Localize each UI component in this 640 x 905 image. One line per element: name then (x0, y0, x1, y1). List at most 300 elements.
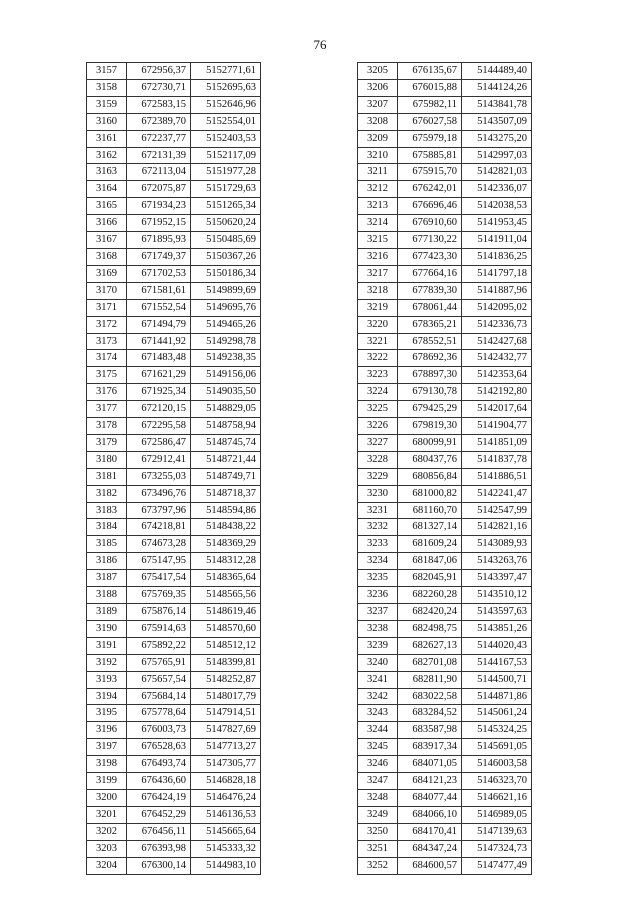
table-row (87, 367, 261, 384)
y-coordinate-cell: 5146621,16 (462, 789, 532, 806)
y-coordinate-cell: 5149238,35 (191, 350, 261, 367)
table-row (358, 553, 532, 570)
y-coordinate-cell: 5152771,61 (191, 63, 261, 80)
coordinates-table-right (357, 62, 532, 875)
y-coordinate-cell: 5145333,32 (191, 840, 261, 857)
y-coordinate-cell: 5148017,79 (191, 688, 261, 705)
table-row (87, 806, 261, 823)
y-coordinate-cell: 5142192,80 (462, 384, 532, 401)
point-number-cell: 3170 (87, 282, 127, 299)
x-coordinate-cell: 679425,29 (398, 401, 462, 418)
point-number-cell: 3221 (358, 333, 398, 350)
y-coordinate-cell: 5141904,77 (462, 418, 532, 435)
table-row (358, 671, 532, 688)
table-row (358, 857, 532, 874)
y-coordinate-cell: 5150186,34 (191, 265, 261, 282)
y-coordinate-cell: 5146828,18 (191, 773, 261, 790)
x-coordinate-cell: 675765,91 (127, 654, 191, 671)
table-row (358, 299, 532, 316)
point-number-cell: 3237 (358, 604, 398, 621)
y-coordinate-cell: 5145665,64 (191, 823, 261, 840)
y-coordinate-cell: 5143597,63 (462, 604, 532, 621)
point-number-cell: 3227 (358, 434, 398, 451)
table-row (87, 147, 261, 164)
x-coordinate-cell: 671483,48 (127, 350, 191, 367)
point-number-cell: 3185 (87, 536, 127, 553)
point-number-cell: 3198 (87, 756, 127, 773)
y-coordinate-cell: 5152403,53 (191, 130, 261, 147)
point-number-cell: 3165 (87, 198, 127, 215)
y-coordinate-cell: 5142353,64 (462, 367, 532, 384)
y-coordinate-cell: 5142427,68 (462, 333, 532, 350)
point-number-cell: 3231 (358, 502, 398, 519)
y-coordinate-cell: 5145061,24 (462, 705, 532, 722)
y-coordinate-cell: 5149035,50 (191, 384, 261, 401)
table-row (358, 367, 532, 384)
x-coordinate-cell: 671441,92 (127, 333, 191, 350)
table-row (358, 147, 532, 164)
y-coordinate-cell: 5142095,02 (462, 299, 532, 316)
point-number-cell: 3212 (358, 181, 398, 198)
point-number-cell: 3235 (358, 570, 398, 587)
point-number-cell: 3207 (358, 96, 398, 113)
x-coordinate-cell: 681327,14 (398, 519, 462, 536)
table-row (87, 705, 261, 722)
table-row (358, 63, 532, 80)
table-row (358, 604, 532, 621)
y-coordinate-cell: 5141851,09 (462, 434, 532, 451)
y-coordinate-cell: 5142336,73 (462, 316, 532, 333)
point-number-cell: 3192 (87, 654, 127, 671)
x-coordinate-cell: 682420,24 (398, 604, 462, 621)
point-number-cell: 3199 (87, 773, 127, 790)
x-coordinate-cell: 684071,05 (398, 756, 462, 773)
point-number-cell: 3208 (358, 113, 398, 130)
table-row (358, 620, 532, 637)
table-row (358, 96, 532, 113)
point-number-cell: 3233 (358, 536, 398, 553)
point-number-cell: 3216 (358, 248, 398, 265)
x-coordinate-cell: 671581,61 (127, 282, 191, 299)
table-row (87, 688, 261, 705)
table-row (87, 671, 261, 688)
point-number-cell: 3245 (358, 739, 398, 756)
table-row (87, 299, 261, 316)
x-coordinate-cell: 675979,18 (398, 130, 462, 147)
y-coordinate-cell: 5148594,86 (191, 502, 261, 519)
point-number-cell: 3241 (358, 671, 398, 688)
point-number-cell: 3160 (87, 113, 127, 130)
table-row (358, 468, 532, 485)
table-row (87, 198, 261, 215)
table-row (358, 401, 532, 418)
table-row (358, 333, 532, 350)
x-coordinate-cell: 671552,54 (127, 299, 191, 316)
point-number-cell: 3250 (358, 823, 398, 840)
point-number-cell: 3238 (358, 620, 398, 637)
x-coordinate-cell: 681160,70 (398, 502, 462, 519)
table-row (87, 316, 261, 333)
point-number-cell: 3166 (87, 215, 127, 232)
x-coordinate-cell: 681000,82 (398, 485, 462, 502)
y-coordinate-cell: 5149156,06 (191, 367, 261, 384)
x-coordinate-cell: 682627,13 (398, 637, 462, 654)
table-row (87, 232, 261, 249)
y-coordinate-cell: 5142336,07 (462, 181, 532, 198)
table-row (358, 113, 532, 130)
point-number-cell: 3239 (358, 637, 398, 654)
table-row (358, 198, 532, 215)
x-coordinate-cell: 684600,57 (398, 857, 462, 874)
table-row (87, 722, 261, 739)
y-coordinate-cell: 5143397,47 (462, 570, 532, 587)
point-number-cell: 3232 (358, 519, 398, 536)
x-coordinate-cell: 676456,11 (127, 823, 191, 840)
x-coordinate-cell: 677423,30 (398, 248, 462, 265)
y-coordinate-cell: 5141887,96 (462, 282, 532, 299)
x-coordinate-cell: 671749,37 (127, 248, 191, 265)
x-coordinate-cell: 681847,06 (398, 553, 462, 570)
table-row (358, 215, 532, 232)
point-number-cell: 3229 (358, 468, 398, 485)
x-coordinate-cell: 675892,22 (127, 637, 191, 654)
table-row (358, 418, 532, 435)
y-coordinate-cell: 5148438,22 (191, 519, 261, 536)
point-number-cell: 3246 (358, 756, 398, 773)
x-coordinate-cell: 677130,22 (398, 232, 462, 249)
x-coordinate-cell: 675778,64 (127, 705, 191, 722)
point-number-cell: 3223 (358, 367, 398, 384)
point-number-cell: 3219 (358, 299, 398, 316)
y-coordinate-cell: 5147477,49 (462, 857, 532, 874)
table-row (358, 519, 532, 536)
y-coordinate-cell: 5151977,28 (191, 164, 261, 181)
x-coordinate-cell: 676027,58 (398, 113, 462, 130)
table-row (87, 570, 261, 587)
y-coordinate-cell: 5144167,53 (462, 654, 532, 671)
table-row (87, 840, 261, 857)
point-number-cell: 3178 (87, 418, 127, 435)
point-number-cell: 3249 (358, 806, 398, 823)
x-coordinate-cell: 672912,41 (127, 451, 191, 468)
x-coordinate-cell: 683917,34 (398, 739, 462, 756)
x-coordinate-cell: 671925,34 (127, 384, 191, 401)
table-row (358, 536, 532, 553)
table-row (358, 130, 532, 147)
point-number-cell: 3164 (87, 181, 127, 198)
x-coordinate-cell: 676452,29 (127, 806, 191, 823)
x-coordinate-cell: 672730,71 (127, 79, 191, 96)
point-number-cell: 3173 (87, 333, 127, 350)
table-row (87, 823, 261, 840)
table-row (358, 587, 532, 604)
x-coordinate-cell: 671494,79 (127, 316, 191, 333)
x-coordinate-cell: 677839,30 (398, 282, 462, 299)
x-coordinate-cell: 674218,81 (127, 519, 191, 536)
x-coordinate-cell: 675914,63 (127, 620, 191, 637)
point-number-cell: 3226 (358, 418, 398, 435)
point-number-cell: 3189 (87, 604, 127, 621)
point-number-cell: 3174 (87, 350, 127, 367)
table-row (87, 604, 261, 621)
point-number-cell: 3184 (87, 519, 127, 536)
point-number-cell: 3182 (87, 485, 127, 502)
y-coordinate-cell: 5150620,24 (191, 215, 261, 232)
y-coordinate-cell: 5150485,69 (191, 232, 261, 249)
table-row (87, 248, 261, 265)
table-row (87, 756, 261, 773)
y-coordinate-cell: 5147827,69 (191, 722, 261, 739)
x-coordinate-cell: 679819,30 (398, 418, 462, 435)
x-coordinate-cell: 682811,90 (398, 671, 462, 688)
y-coordinate-cell: 5142547,99 (462, 502, 532, 519)
x-coordinate-cell: 683022,58 (398, 688, 462, 705)
y-coordinate-cell: 5142997,03 (462, 147, 532, 164)
table-row (358, 232, 532, 249)
y-coordinate-cell: 5148252,87 (191, 671, 261, 688)
x-coordinate-cell: 676696,46 (398, 198, 462, 215)
y-coordinate-cell: 5141797,18 (462, 265, 532, 282)
coordinates-table-left (86, 62, 261, 875)
y-coordinate-cell: 5148758,94 (191, 418, 261, 435)
table-row (358, 316, 532, 333)
point-number-cell: 3194 (87, 688, 127, 705)
y-coordinate-cell: 5147305,77 (191, 756, 261, 773)
point-number-cell: 3188 (87, 587, 127, 604)
y-coordinate-cell: 5148749,71 (191, 468, 261, 485)
y-coordinate-cell: 5144124,26 (462, 79, 532, 96)
point-number-cell: 3167 (87, 232, 127, 249)
y-coordinate-cell: 5143841,78 (462, 96, 532, 113)
y-coordinate-cell: 5143507,09 (462, 113, 532, 130)
table-row (87, 468, 261, 485)
x-coordinate-cell: 676493,74 (127, 756, 191, 773)
point-number-cell: 3228 (358, 451, 398, 468)
x-coordinate-cell: 675657,54 (127, 671, 191, 688)
y-coordinate-cell: 5148365,64 (191, 570, 261, 587)
point-number-cell: 3242 (358, 688, 398, 705)
table-row (87, 654, 261, 671)
table-row (358, 789, 532, 806)
table-row (87, 384, 261, 401)
x-coordinate-cell: 676015,88 (398, 79, 462, 96)
table-row (358, 637, 532, 654)
y-coordinate-cell: 5148745,74 (191, 434, 261, 451)
x-coordinate-cell: 676528,63 (127, 739, 191, 756)
point-number-cell: 3204 (87, 857, 127, 874)
table-row (358, 823, 532, 840)
y-coordinate-cell: 5146003,58 (462, 756, 532, 773)
y-coordinate-cell: 5147914,51 (191, 705, 261, 722)
x-coordinate-cell: 682701,08 (398, 654, 462, 671)
x-coordinate-cell: 672295,58 (127, 418, 191, 435)
y-coordinate-cell: 5144871,86 (462, 688, 532, 705)
y-coordinate-cell: 5142038,53 (462, 198, 532, 215)
point-number-cell: 3244 (358, 722, 398, 739)
point-number-cell: 3175 (87, 367, 127, 384)
table-row (87, 79, 261, 96)
table-row (358, 384, 532, 401)
point-number-cell: 3186 (87, 553, 127, 570)
point-number-cell: 3251 (358, 840, 398, 857)
table-row (358, 451, 532, 468)
table-row (87, 401, 261, 418)
point-number-cell: 3215 (358, 232, 398, 249)
y-coordinate-cell: 5147324,73 (462, 840, 532, 857)
point-number-cell: 3195 (87, 705, 127, 722)
table-row (87, 215, 261, 232)
table-row (87, 451, 261, 468)
point-number-cell: 3236 (358, 587, 398, 604)
y-coordinate-cell: 5143275,20 (462, 130, 532, 147)
x-coordinate-cell: 672120,15 (127, 401, 191, 418)
point-number-cell: 3161 (87, 130, 127, 147)
point-number-cell: 3234 (358, 553, 398, 570)
y-coordinate-cell: 5148718,37 (191, 485, 261, 502)
x-coordinate-cell: 678552,51 (398, 333, 462, 350)
x-coordinate-cell: 675417,54 (127, 570, 191, 587)
x-coordinate-cell: 680099,91 (398, 434, 462, 451)
point-number-cell: 3169 (87, 265, 127, 282)
table-row (358, 806, 532, 823)
point-number-cell: 3177 (87, 401, 127, 418)
y-coordinate-cell: 5143851,26 (462, 620, 532, 637)
y-coordinate-cell: 5151265,34 (191, 198, 261, 215)
point-number-cell: 3181 (87, 468, 127, 485)
x-coordinate-cell: 682045,91 (398, 570, 462, 587)
x-coordinate-cell: 678692,36 (398, 350, 462, 367)
y-coordinate-cell: 5143263,76 (462, 553, 532, 570)
x-coordinate-cell: 675684,14 (127, 688, 191, 705)
table-row (87, 739, 261, 756)
x-coordinate-cell: 673496,76 (127, 485, 191, 502)
x-coordinate-cell: 675876,14 (127, 604, 191, 621)
x-coordinate-cell: 676135,67 (398, 63, 462, 80)
x-coordinate-cell: 675885,81 (398, 147, 462, 164)
point-number-cell: 3222 (358, 350, 398, 367)
table-row (87, 333, 261, 350)
x-coordinate-cell: 676436,60 (127, 773, 191, 790)
y-coordinate-cell: 5148399,81 (191, 654, 261, 671)
point-number-cell: 3200 (87, 789, 127, 806)
table-row (87, 857, 261, 874)
point-number-cell: 3171 (87, 299, 127, 316)
y-coordinate-cell: 5146136,53 (191, 806, 261, 823)
y-coordinate-cell: 5144983,10 (191, 857, 261, 874)
x-coordinate-cell: 672583,15 (127, 96, 191, 113)
x-coordinate-cell: 671895,93 (127, 232, 191, 249)
point-number-cell: 3224 (358, 384, 398, 401)
table-row (87, 63, 261, 80)
x-coordinate-cell: 673255,03 (127, 468, 191, 485)
table-row (358, 181, 532, 198)
point-number-cell: 3201 (87, 806, 127, 823)
x-coordinate-cell: 675982,11 (398, 96, 462, 113)
x-coordinate-cell: 675769,35 (127, 587, 191, 604)
table-row (87, 773, 261, 790)
point-number-cell: 3225 (358, 401, 398, 418)
x-coordinate-cell: 684170,41 (398, 823, 462, 840)
point-number-cell: 3211 (358, 164, 398, 181)
point-number-cell: 3214 (358, 215, 398, 232)
y-coordinate-cell: 5142017,64 (462, 401, 532, 418)
y-coordinate-cell: 5145691,05 (462, 739, 532, 756)
point-number-cell: 3190 (87, 620, 127, 637)
point-number-cell: 3248 (358, 789, 398, 806)
table-row (87, 130, 261, 147)
table-row (87, 637, 261, 654)
x-coordinate-cell: 673797,96 (127, 502, 191, 519)
x-coordinate-cell: 680437,76 (398, 451, 462, 468)
y-coordinate-cell: 5141953,45 (462, 215, 532, 232)
table-row (87, 789, 261, 806)
x-coordinate-cell: 672075,87 (127, 181, 191, 198)
table-row (87, 164, 261, 181)
y-coordinate-cell: 5152554,01 (191, 113, 261, 130)
point-number-cell: 3183 (87, 502, 127, 519)
y-coordinate-cell: 5148512,12 (191, 637, 261, 654)
y-coordinate-cell: 5146476,24 (191, 789, 261, 806)
y-coordinate-cell: 5150367,26 (191, 248, 261, 265)
x-coordinate-cell: 683587,98 (398, 722, 462, 739)
x-coordinate-cell: 678365,21 (398, 316, 462, 333)
y-coordinate-cell: 5145324,25 (462, 722, 532, 739)
table-row (87, 350, 261, 367)
x-coordinate-cell: 678897,30 (398, 367, 462, 384)
y-coordinate-cell: 5148619,46 (191, 604, 261, 621)
y-coordinate-cell: 5148829,05 (191, 401, 261, 418)
point-number-cell: 3172 (87, 316, 127, 333)
table-row (87, 519, 261, 536)
table-row (358, 840, 532, 857)
table-row (358, 79, 532, 96)
x-coordinate-cell: 676393,98 (127, 840, 191, 857)
y-coordinate-cell: 5142821,16 (462, 519, 532, 536)
y-coordinate-cell: 5152117,09 (191, 147, 261, 164)
y-coordinate-cell: 5141886,51 (462, 468, 532, 485)
point-number-cell: 3220 (358, 316, 398, 333)
table-row (87, 553, 261, 570)
point-number-cell: 3159 (87, 96, 127, 113)
x-coordinate-cell: 676910,60 (398, 215, 462, 232)
table-row (358, 739, 532, 756)
table-row (87, 113, 261, 130)
point-number-cell: 3168 (87, 248, 127, 265)
point-number-cell: 3191 (87, 637, 127, 654)
x-coordinate-cell: 683284,52 (398, 705, 462, 722)
y-coordinate-cell: 5148721,44 (191, 451, 261, 468)
x-coordinate-cell: 672586,47 (127, 434, 191, 451)
point-number-cell: 3206 (358, 79, 398, 96)
table-row (358, 688, 532, 705)
x-coordinate-cell: 672113,04 (127, 164, 191, 181)
table-row (358, 265, 532, 282)
point-number-cell: 3158 (87, 79, 127, 96)
table-row (87, 96, 261, 113)
table-row (358, 654, 532, 671)
x-coordinate-cell: 671621,29 (127, 367, 191, 384)
y-coordinate-cell: 5141911,04 (462, 232, 532, 249)
x-coordinate-cell: 671702,53 (127, 265, 191, 282)
table-row (358, 282, 532, 299)
x-coordinate-cell: 672237,77 (127, 130, 191, 147)
y-coordinate-cell: 5144500,71 (462, 671, 532, 688)
y-coordinate-cell: 5148565,56 (191, 587, 261, 604)
y-coordinate-cell: 5144020,43 (462, 637, 532, 654)
y-coordinate-cell: 5147713,27 (191, 739, 261, 756)
x-coordinate-cell: 676003,73 (127, 722, 191, 739)
y-coordinate-cell: 5148369,29 (191, 536, 261, 553)
